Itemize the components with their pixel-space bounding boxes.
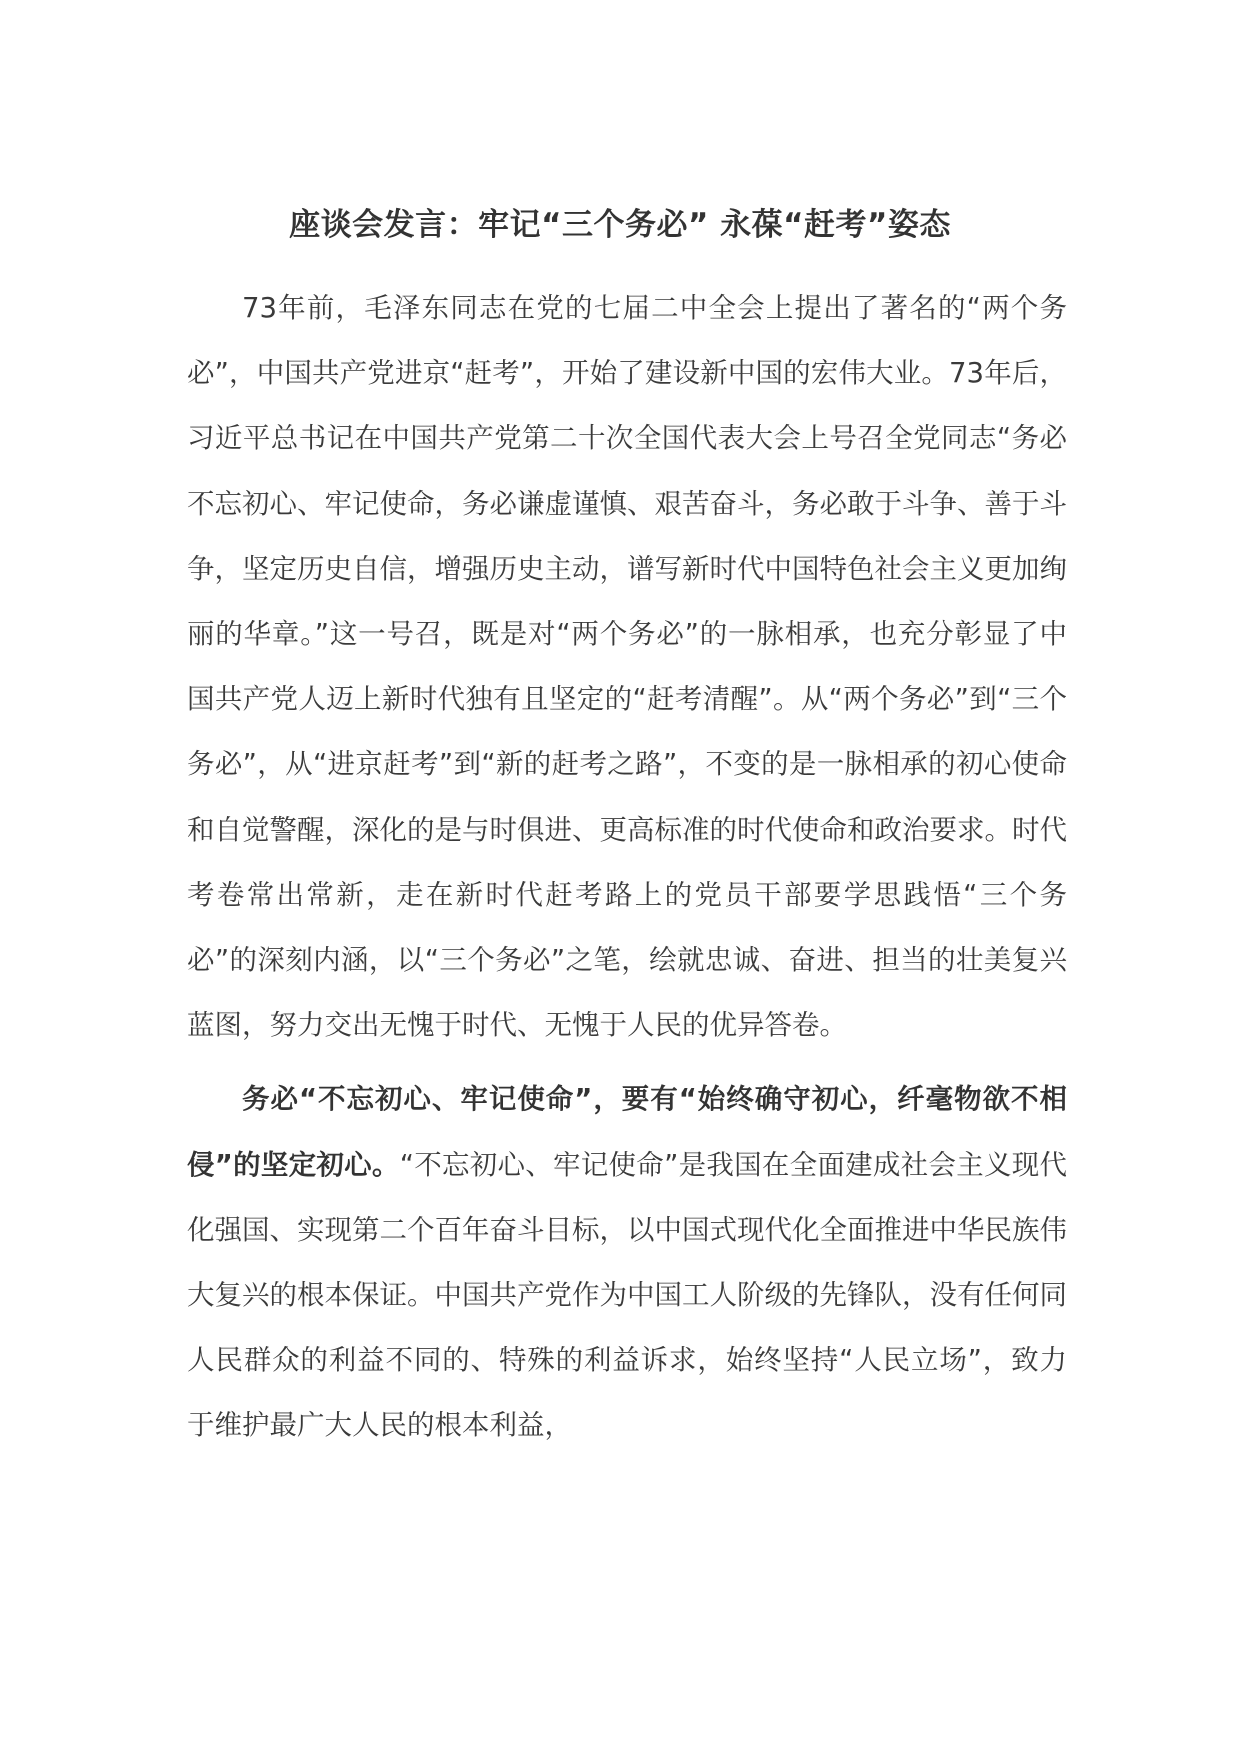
document-body [187,276,1067,1459]
paragraph-intro-text: 73年前，毛泽东同志在党的七届二中全会上提出了著名的“两个务必”，中国共产党进京“赶考”，开始了建设新中国的宏伟大业。73年后，习近平总书记在中国共产党第二十次全国代表大会上号召全党同志“务必不忘初心、牢记使命，务必谦虚谨慎、艰苦奋斗，务必敢于斗争、善于斗争，坚定历史自信，增强历史主动，谱写新时代中国特色社会主义更加绚丽的华章。”这一号召，既是对“两个务必”的一脉相承，也充分彰显了中国共产党人迈上新时代独有且坚定的“赶考清醒”。从“两个务必”到“三个务必”，从“进京赶考”到“新的赶考之路”，不变的是一脉相承的初心使命和自觉警醒，深化的是与时俱进、更高标准的时代使命和政治要求。时代考卷常出常新，走在新时代赶考路上的党员干部要学思践悟“三个务必”的深刻内涵，以“三个务必”之笔，绘就忠诚、奋进、担当的壮美复兴蓝图，努力交出无愧于时代、无愧于人民的优异答卷。 [187,292,1067,1042]
document-title: 座谈会发言：牢记“三个务必” 永葆“赶考”姿态 [289,207,951,243]
paragraph-intro [187,276,1067,1058]
paragraph-section-1 [187,1067,1067,1458]
paragraph-section-1-text: “不忘初心、牢记使命”是我国在全面建成社会主义现代化强国、实现第二个百年奋斗目标，以中国式现代化全面推进中华民族伟大复兴的根本保证。中国共产党作为中国工人阶级的先锋队，没有任何同人民群众的利益不同的、特殊的利益诉求，始终坚持“人民立场”，致力于维护最广大人民的根本利益， [187,1148,1067,1442]
paragraph-section-1-lead: 务必“不忘初心、牢记使命”，要有“始终确守初心，纤毫物欲不相侵”的坚定初心。 [187,1083,1067,1181]
